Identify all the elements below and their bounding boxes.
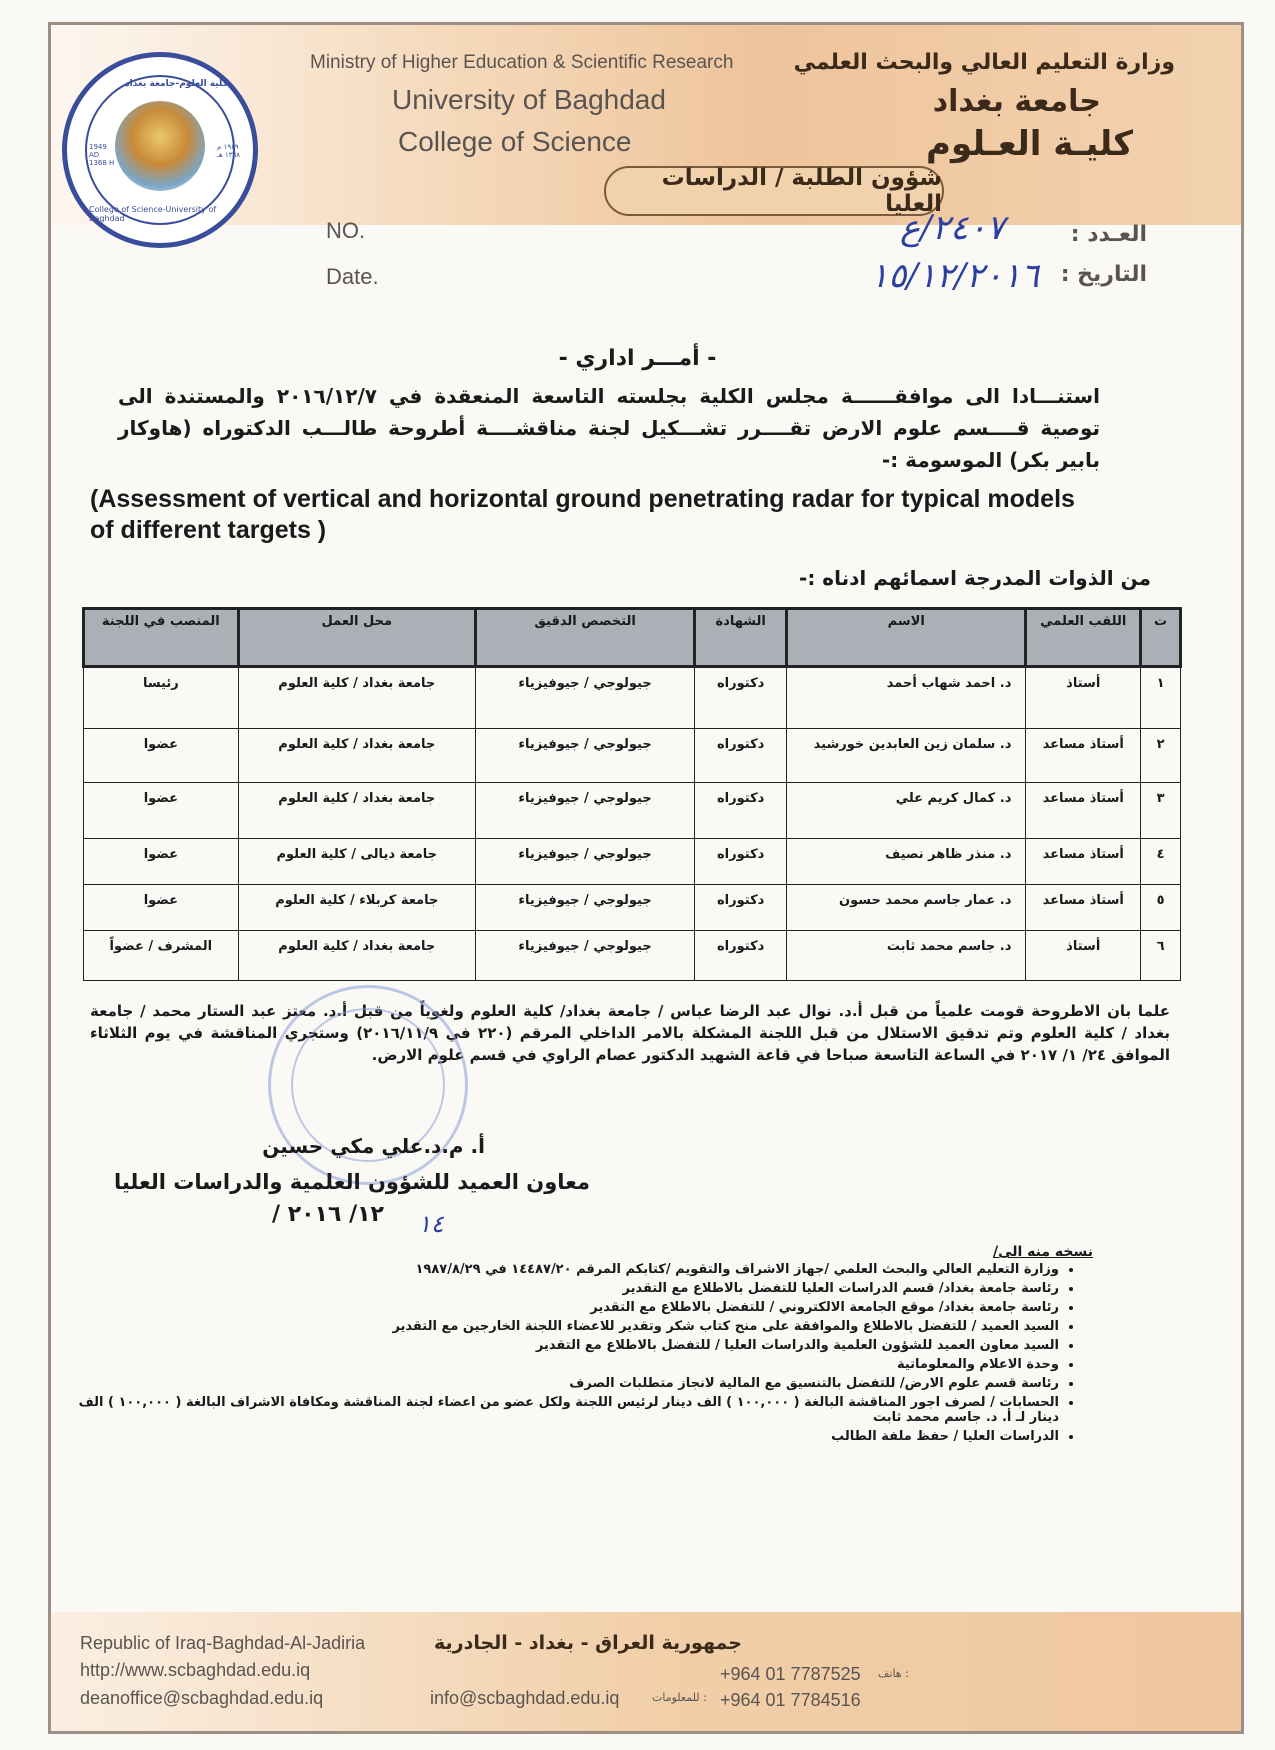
header-specialization: التخصص الدقيق [475, 609, 694, 667]
table-header-row [84, 609, 1181, 667]
handwritten-date: ١٥/١٢/٢٠١٦ [870, 256, 1040, 296]
signature-day-handwritten: ١٤ [418, 1210, 444, 1238]
cell-rank: أستاذ مساعد [1026, 729, 1141, 783]
defense-note: علما بان الاطروحة قومت علمياً من قبل أ.د. نوال عبد الرضا عباس / جامعة بغداد/ كلية العلوم ولغوياً من قبل أ.د. معتز عبد الستار محمد / جامعة بغداد / كلية العلوم وتم تدقيق الاستلال من قبل اللجنة المشكلة بالامر الداخلي المرقم (٢٢٠ في ٢٠١٦/١١/٩) وستجري المناقشة في يوم الثلاثاء الموافق ٢٤/ ١/ ٢٠١٧ في الساعة التاسعة صباحا في قاعة الشهيد الدكتور عصام الراوي في قسم علوم الارض. [90, 1002, 1170, 1064]
cell-serial: ١ [1141, 667, 1181, 729]
handwritten-number: ٢٤٠٧/ع [900, 208, 1005, 248]
cell-name: د. كمال كريم علي [787, 783, 1026, 839]
list-item: • رئاسة جامعة بغداد/ قسم الدراسات العليا للتفضل بالاطلاع مع التقدير [59, 1281, 1059, 1296]
college-seal [62, 52, 258, 248]
cell-degree: دكتوراه [695, 931, 787, 981]
cell-role: عضوا [84, 885, 239, 931]
order-title: - أمـــر اداري - [558, 346, 717, 371]
footer-phone-label: : هاتف [878, 1667, 909, 1680]
seal-year-right: ١٩٤٩ م ١٣٦٨ هـ [217, 143, 241, 159]
cell-rank: أستاذ [1026, 931, 1141, 981]
header-workplace: محل العمل [238, 609, 475, 667]
thesis-title: (Assessment of vertical and horizontal ground penetrating radar for typical models of different targets ) [90, 485, 1075, 544]
header-ministry-ar: وزارة التعليم العالي والبحث العلمي [793, 50, 1175, 75]
cell-rank: أستاذ مساعد [1026, 783, 1141, 839]
signature-date: / ١٢/ ٢٠١٦ [272, 1202, 384, 1227]
footer-phone-1: +964 01 7787525 [720, 1664, 861, 1684]
list-item: • السيد معاون العميد للشؤون العلمية والدراسات العليا / للتفضل بالاطلاع مع التقدير [59, 1338, 1059, 1353]
cell-role: رئيسا [84, 667, 239, 729]
header-name: الاسم [787, 609, 1026, 667]
seal-bottom-text: College of Science-University of Baghdad [89, 205, 217, 223]
footer-email-dean: deanoffice@scbaghdad.edu.iq [80, 1688, 324, 1708]
banner-text: شؤون الطلبة / الدراسات العليا [661, 165, 942, 217]
seal-year-left: 1949 AD 1368 H [89, 143, 115, 167]
header-degree: الشهادة [695, 609, 787, 667]
cell-workplace: جامعة بغداد / كلية العلوم [238, 783, 475, 839]
table-row [84, 839, 1181, 885]
cell-degree: دكتوراه [695, 667, 787, 729]
cell-specialization: جيولوجي / جيوفيزياء [475, 839, 694, 885]
table-row [84, 667, 1181, 729]
list-item: • السيد العميد / للتفضل بالاطلاع والموافقة على منح كتاب شكر وتقدير للاعضاء اللجنة الخارجين مع التقدير [59, 1319, 1059, 1334]
list-item: • رئاسة قسم علوم الارض/ للتفضل بالتنسيق مع المالية لانجاز متطلبات الصرف [59, 1376, 1059, 1391]
signatory-name: أ. م.د.علي مكي حسين [262, 1134, 485, 1158]
header-college-ar: كليـة العـلوم [926, 124, 1133, 164]
footer-info-label: : للمعلومات [652, 1691, 707, 1704]
cell-role: عضوا [84, 839, 239, 885]
cell-degree: دكتوراه [695, 729, 787, 783]
cell-role: عضوا [84, 783, 239, 839]
no-label-ar: العـدد : [1070, 222, 1147, 247]
header-rank: اللقب العلمي [1026, 609, 1141, 667]
header-ministry-en: Ministry of Higher Education & Scientific Research [310, 52, 734, 73]
cell-role: المشرف / عضواً [84, 931, 239, 981]
cell-degree: دكتوراه [695, 839, 787, 885]
no-label-en: NO. [326, 218, 366, 243]
cell-rank: أستاذ [1026, 667, 1141, 729]
date-label-ar: التاريخ : [1060, 262, 1147, 287]
footer-address-ar: جمهورية العراق - بغداد - الجادرية [434, 1632, 742, 1654]
committee-table [82, 607, 1182, 981]
table-row [84, 729, 1181, 783]
cell-name: د. منذر ظاهر نصيف [787, 839, 1026, 885]
seal-emblem [115, 101, 205, 191]
cell-workplace: جامعة ديالى / كلية العلوم [238, 839, 475, 885]
seal-top-text: كلية العلوم-جامعة بغداد [125, 79, 228, 89]
department-banner [604, 166, 944, 216]
cell-serial: ٢ [1141, 729, 1181, 783]
committee-intro: من الذوات المدرجة اسمائهم ادناه :- [799, 566, 1151, 590]
cell-name: د. احمد شهاب أحمد [787, 667, 1026, 729]
cell-specialization: جيولوجي / جيوفيزياء [475, 885, 694, 931]
cell-workplace: جامعة بغداد / كلية العلوم [238, 667, 475, 729]
cell-serial: ٤ [1141, 839, 1181, 885]
signatory-title: معاون العميد للشؤون العلمية والدراسات العليا [113, 1170, 590, 1194]
list-item: • وزارة التعليم العالي والبحث العلمي /جهاز الاشراف والتقويم /كتابكم المرقم ١٤٤٨٧/٢٠ في ١٩٨٧/٨/٢٩ [59, 1262, 1059, 1277]
table-row [84, 783, 1181, 839]
cell-degree: دكتوراه [695, 783, 787, 839]
list-item: • وحدة الاعلام والمعلوماتية [59, 1357, 1059, 1372]
list-item: • رئاسة جامعة بغداد/ موقع الجامعة الالكتروني / للتفضل بالاطلاع مع التقدير [59, 1300, 1059, 1315]
copies-list [59, 1262, 1075, 1448]
cell-name: د. جاسم محمد ثابت [787, 931, 1026, 981]
cell-workplace: جامعة كربلاء / كلية العلوم [238, 885, 475, 931]
cell-name: د. عمار جاسم محمد حسون [787, 885, 1026, 931]
cell-rank: أستاذ مساعد [1026, 885, 1141, 931]
cell-rank: أستاذ مساعد [1026, 839, 1141, 885]
cell-serial: ٥ [1141, 885, 1181, 931]
copies-heading: نسخه منه الى/ [992, 1244, 1093, 1260]
cell-serial: ٣ [1141, 783, 1181, 839]
list-item: • الحسابات / لصرف اجور المناقشة البالغة ( ١٠٠,٠٠٠ ) الف دينار لرئيس اللجنة ولكل عضو من اعضاء لجنة المناقشة ومكافاة الاشراف البالغة ( ١٠٠,٠٠٠ ) الف دينار لـ أ. د. جاسم محمد ثابت [59, 1395, 1059, 1425]
header-college-en: College of Science [398, 126, 632, 157]
header-serial: ت [1141, 609, 1181, 667]
footer-website: http://www.scbaghdad.edu.iq [80, 1660, 311, 1680]
header-university-en: University of Baghdad [392, 84, 666, 115]
cell-degree: دكتوراه [695, 885, 787, 931]
cell-specialization: جيولوجي / جيوفيزياء [475, 931, 694, 981]
cell-specialization: جيولوجي / جيوفيزياء [475, 729, 694, 783]
cell-specialization: جيولوجي / جيوفيزياء [475, 667, 694, 729]
header-university-ar: جامعة بغداد [932, 84, 1101, 119]
cell-role: عضوا [84, 729, 239, 783]
cell-workplace: جامعة بغداد / كلية العلوم [238, 729, 475, 783]
order-paragraph: استنـــادا الى موافقــــــة مجلس الكلية بجلسته التاسعة المنعقدة في ٢٠١٦/١٢/٧ والمستندة الى توصية قــــسم علوم الارض تقــــرر تشـــكيل لجنة مناقشــــة أطروحة طالـــب الدكتوراه (هاوكار بابير بكر) الموسومة :- [118, 384, 1100, 472]
header-role: المنصب في اللجنة [84, 609, 239, 667]
cell-specialization: جيولوجي / جيوفيزياء [475, 783, 694, 839]
date-label-en: Date. [326, 264, 379, 289]
cell-serial: ٦ [1141, 931, 1181, 981]
cell-workplace: جامعة بغداد / كلية العلوم [238, 931, 475, 981]
cell-name: د. سلمان زين العابدين خورشيد [787, 729, 1026, 783]
footer-address-en: Republic of Iraq-Baghdad-Al-Jadiria [80, 1633, 366, 1653]
footer-phone-2: +964 01 7784516 [720, 1690, 861, 1710]
table-row [84, 885, 1181, 931]
list-item: • الدراسات العليا / حفظ ملفة الطالب [59, 1429, 1059, 1444]
footer-email-info: info@scbaghdad.edu.iq [430, 1688, 620, 1708]
table-row [84, 931, 1181, 981]
